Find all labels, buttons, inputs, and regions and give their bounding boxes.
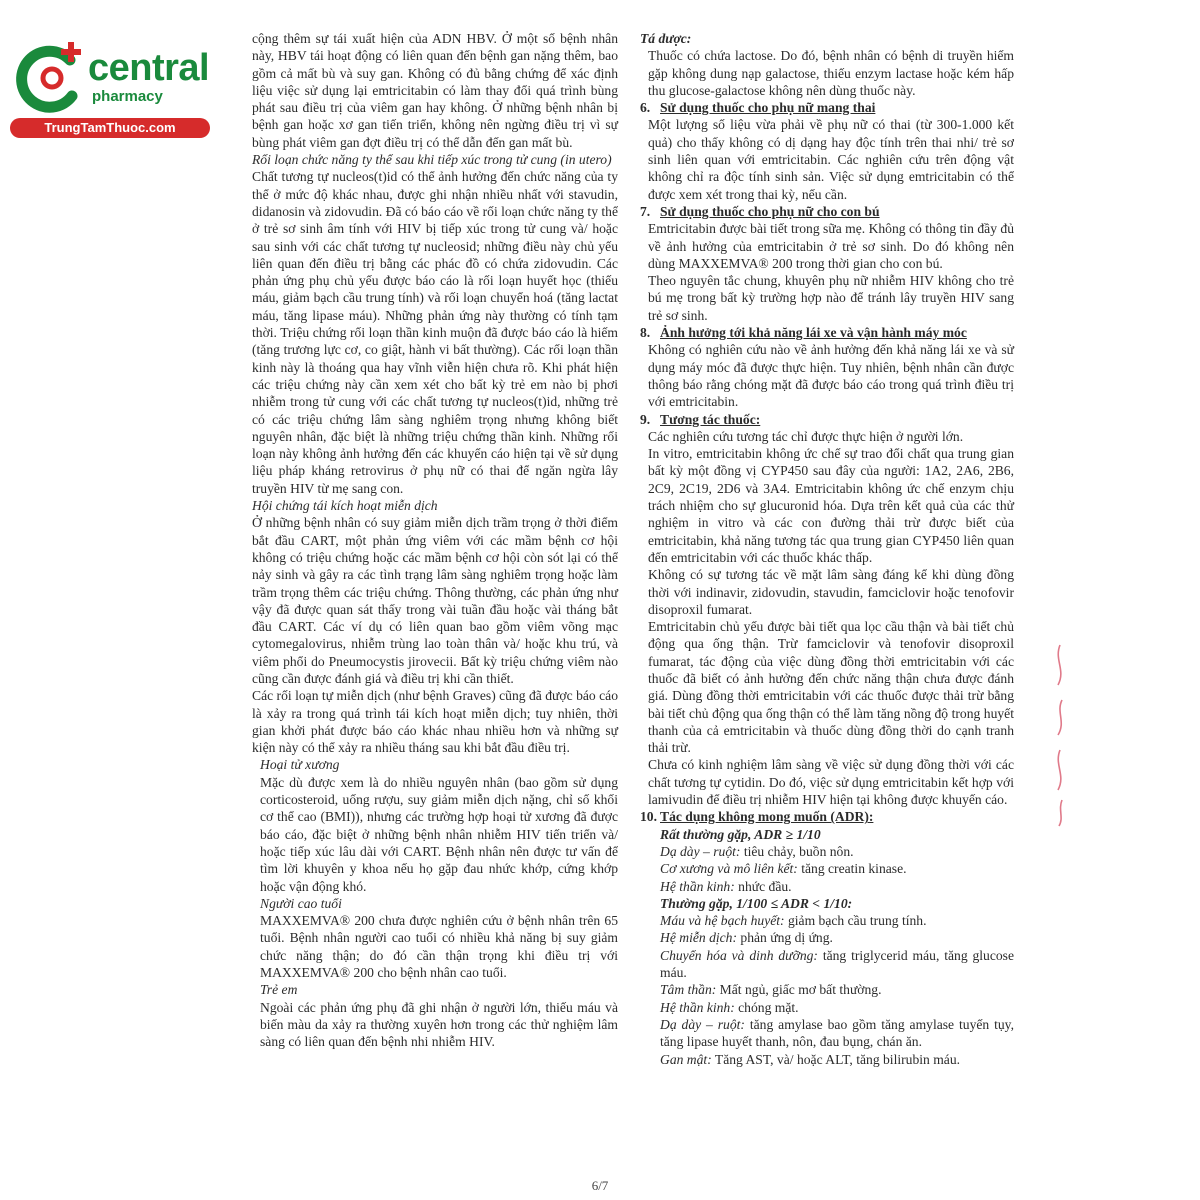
- adr-item: [640, 912, 1014, 929]
- section-number: 8.: [640, 325, 651, 341]
- section-title: Ảnh hưởng tới khả năng lái xe và vận hành máy móc: [660, 325, 967, 341]
- paragraph: Một lượng số liệu vừa phải về phụ nữ có thai (từ 300-1.000 kết quả) cho thấy không có dị dạng hay độc tính trên thai nhi/ trẻ sơ sinh liên quan với emtricitabin. Các nghiên cứu trên động vật không chỉ ra độc tính sinh sản. Việc sử dụng emtricitabin có thể được xem xét trong thai kỳ, nếu cần.: [648, 117, 1014, 202]
- subsection-title: Hoại tử xương: [260, 757, 340, 773]
- section-title: Tác dụng không mong muốn (ADR):: [660, 809, 874, 825]
- logo-brand: central: [88, 47, 210, 89]
- paragraph: Các rối loạn tự miễn dịch (như bệnh Graves) cũng đã được báo cáo là xảy ra trong quá trình tái kích hoạt miễn dịch; tuy nhiên, thời gian khởi phát được báo cáo khác nhau nhiều hơn và những sự kiện này có thể xảy ra nhiều tháng sau khi bắt đầu điều trị.: [252, 688, 618, 756]
- adr-effects: tăng amylase bao gồm tăng amylase tuyến tụy, tăng lipase huyết thanh, nôn, đau bụng, chán ăn.: [660, 1016, 1014, 1050]
- adr-organ: Cơ xương và mô liên kết:: [660, 861, 798, 877]
- adr-item: [640, 843, 1014, 860]
- subsection-title: Hội chứng tái kích hoạt miễn dịch: [252, 498, 438, 514]
- paragraph: Ngoài các phản ứng phụ đã ghi nhận ở người lớn, thiếu máu và biến màu da xảy ra thường xuyên hơn trong các thử nghiệm lâm sàng có liên quan đến bệnh nhi nhiễm HIV.: [260, 999, 618, 1050]
- adr-effects: chóng mặt.: [734, 999, 799, 1015]
- paragraph: Theo nguyên tắc chung, khuyên phụ nữ nhiễm HIV không cho trẻ bú mẹ trong bất kỳ trường hợp nào để tránh lây truyền HIV sang trẻ sơ sinh.: [648, 273, 1014, 323]
- adr-item: [640, 1051, 1014, 1068]
- paragraph: Mặc dù được xem là do nhiều nguyên nhân (bao gồm sử dụng corticosteroid, uống rượu, suy giảm miễn dịch nặng, chỉ số khối cơ thể cao (BMI)), nhưng các trường hợp hoại tử xương đã được báo cáo, đặc biệt ở những bệnh nhân nhiễm HIV tiến triển và/ hoặc tiếp xúc lâu dài với CART. Bệnh nhân nên được tư vấn để tìm lời khuyên y khoa nếu họ gặp đau nhức khớp, cứng khớp hoặc vận động khó.: [260, 774, 618, 894]
- adr-item: [640, 999, 1014, 1016]
- paragraph: MAXXEMVA® 200 chưa được nghiên cứu ở bệnh nhân trên 65 tuổi. Bệnh nhân người cao tuổi có nhiều khả năng bị suy giảm chức năng thận; do đó cần thận trọng khi điều trị với MAXXEMVA® 200 cho bệnh nhân cao tuổi.: [260, 913, 618, 981]
- adr-organ: Dạ dày – ruột:: [660, 1016, 745, 1032]
- paragraph: In vitro, emtricitabin không ức chế sự trao đổi chất qua trung gian bất kỳ một đồng vị CYP450 sau đây của người: 1A2, 2A6, 2B6, 2C9, 2C19, 2D6 và 3A4. Emtricitabin không ức chế enzym chịu trách nhiệm cho sự glucuronid hóa. Dựa trên kết quả của các thử nghiệm in vitro và các con đường thải trừ được biết của emtricitabin, khả năng tương tác qua trung gian CYP450 liên quan đến emtricitabin với các thuốc khác thấp.: [648, 446, 1014, 565]
- adr-item: [640, 929, 1014, 946]
- section-heading: [640, 411, 1014, 428]
- subsection-title: Người cao tuổi: [260, 895, 342, 911]
- adr-organ: Gan mật:: [660, 1051, 712, 1067]
- paragraph: Emtricitabin được bài tiết trong sữa mẹ. Không có thông tin đầy đủ về ảnh hưởng của emtricitabin ở trẻ sơ sinh. Do đó không nên dùng MAXXEMVA® 200 trong thời gian cho con bú.: [648, 221, 1014, 271]
- section-number: 9.: [640, 411, 651, 427]
- paragraph: Không có sự tương tác về mặt lâm sàng đáng kể khi dùng đồng thời với indinavir, zidovudin, stavudin, famciclovir hoặc tenofovir disoproxil fumarat.: [648, 567, 1014, 617]
- adr-organ: Hệ miễn dịch:: [660, 930, 738, 946]
- left-column: [252, 30, 618, 1051]
- adr-item: [640, 878, 1014, 895]
- logo-banner: TrungTamThuoc.com: [10, 118, 210, 138]
- section-number: 7.: [640, 203, 651, 219]
- frequency-heading: Rất thường gặp, ADR ≥ 1/10: [660, 826, 821, 842]
- margin-handwriting: [1040, 640, 1080, 830]
- section-heading: [640, 203, 1014, 220]
- adr-organ: Máu và hệ bạch huyết:: [660, 913, 785, 929]
- section-heading: [640, 324, 1014, 341]
- page-number: 6/7: [591, 1178, 609, 1193]
- adr-effects: nhức đầu.: [734, 878, 792, 894]
- section-number: 6.: [640, 100, 651, 116]
- adr-effects: phản ứng dị ứng.: [737, 930, 833, 946]
- adr-organ: Tâm thần:: [660, 982, 717, 998]
- adr-organ: Hệ thần kinh:: [660, 878, 735, 894]
- section-title: Sử dụng thuốc cho phụ nữ mang thai: [660, 100, 876, 116]
- adr-organ: Chuyển hóa và dinh dưỡng:: [660, 947, 818, 963]
- adr-effects: tiêu chảy, buồn nôn.: [740, 843, 854, 859]
- logo-c-plus-icon: [12, 38, 92, 118]
- adr-effects: tăng creatin kinase.: [797, 861, 907, 877]
- paragraph: Ở những bệnh nhân có suy giảm miễn dịch trầm trọng ở thời điểm bắt đầu CART, một phản ứng viêm với các mầm bệnh cơ hội không có triệu chứng hoặc các mầm bệnh cơ hội còn sót lại có thể nảy sinh và gây ra các tình trạng lâm sàng nghiêm trọng hoặc làm trầm trọng thêm các triệu chứng. Thông thường, các phản ứng như vậy đã được quan sát thấy trong vài tuần đầu hoặc vài tháng bắt đầu CART. Các ví dụ có liên quan bao gồm viêm võng mạc cytomegalovirus, nhiễm trùng lao toàn thân và/ hoặc khu trú, và viêm phổi do Pneumocystis jirovecii. Bất kỳ triệu chứng viêm nào cũng cần được đánh giá và điều trị khi cần thiết.: [252, 515, 618, 686]
- paragraph: cộng thêm sự tái xuất hiện của ADN HBV. Ở một số bệnh nhân này, HBV tái hoạt động có liên quan đến bệnh gan nặng thêm, bao gồm cả mất bù và suy gan. Không có đủ bằng chứng để xác định liệu việc sử dụng lại emtricitabin có làm thay đổi quá trình bùng phát sau điều trị của viêm gan hay không. Ở những bệnh nhân bị bệnh gan hoặc xơ gan tiến triển, không nên ngừng điều trị vì sự bùng phát viêm gan đợt điều trị có thể dẫn đến gan mất bù.: [252, 31, 618, 150]
- section-heading: [640, 808, 1014, 825]
- adr-item: [640, 981, 1014, 998]
- frequency-heading: Thường gặp, 1/100 ≤ ADR < 1/10:: [660, 895, 853, 911]
- logo-sub: pharmacy: [92, 88, 163, 105]
- subsection-title: Trẻ em: [260, 982, 298, 998]
- right-column: [640, 30, 1014, 1068]
- adr-organ: Dạ dày – ruột:: [660, 843, 741, 859]
- adr-item: [640, 1016, 1014, 1051]
- paragraph: Chất tương tự nucleos(t)id có thể ảnh hưởng đến chức năng của ty thể ở mức độ khác nhau, được ghi nhận nhiều nhất với stavudin, didanosin và zidovudin. Đã có báo cáo về rối loạn chức năng ty thể ở trẻ sơ sinh âm tính với HIV bị tiếp xúc trong tử cung và/ hoặc sau sinh với các chất tương tự nucleosid; những điều này chủ yếu liên quan đến điều trị bằng các phác đồ có chứa zidovudin. Các phản ứng phụ chủ yếu được báo cáo là rối loạn huyết học (thiếu máu, giảm bạch cầu trung tính) và rối loạn chuyển hoá (tăng lactat máu, tăng lipase máu). Những phản ứng này thường có tính tạm thời. Triệu chứng rối loạn thần kinh muộn đã được báo cáo là hiếm (tăng trương lực cơ, co giật, hành vi bất thường). Các rối loạn thần kinh này là thoáng qua hay vĩnh viễn hiện chưa rõ. Khi phát hiện các triệu chứng này cần xem xét cho bất kỳ trẻ em nào bị phơi nhiễm trong tử cung với các chất tương tự nucleos(t)id, những trẻ có các triệu chứng lâm sàng nghiêm trọng nhưng không biết nguyên nhân, đặc biệt là những triệu chứng thần kinh. Những rối loạn này không ảnh hưởng đến các khuyến cáo hiện tại về sử dụng liệu pháp kháng retrovirus ở phụ nữ có thai để ngăn ngừa lây truyền HIV từ mẹ sang con.: [252, 169, 618, 496]
- section-number: 10.: [640, 809, 657, 825]
- adr-item: [640, 860, 1014, 877]
- adr-effects: Tăng AST, và/ hoặc ALT, tăng bilirubin máu.: [711, 1051, 961, 1067]
- adr-effects: Mất ngủ, giấc mơ bất thường.: [716, 982, 882, 998]
- section-heading: [640, 99, 1014, 116]
- section-title: Tương tác thuốc:: [660, 411, 761, 427]
- paragraph: Chưa có kinh nghiệm lâm sàng về việc sử dụng đồng thời với các chất tương tự cytidin. Do đó, việc sử dụng emtricitabin kết hợp với lamivudin để điều trị nhiễm HIV hiện tại không được khuyến cáo.: [648, 757, 1014, 808]
- subsection-title: Rối loạn chức năng ty thể sau khi tiếp xúc trong tử cung (in utero): [252, 152, 612, 168]
- paragraph: Không có nghiên cứu nào về ảnh hưởng đến khả năng lái xe và sử dụng máy móc đã được thực hiện. Tuy nhiên, bệnh nhân cần được thông báo rằng chóng mặt đã được báo cáo trong quá trình điều trị với emtricitabin.: [648, 342, 1014, 410]
- adr-effects: giảm bạch cầu trung tính.: [784, 913, 927, 929]
- adr-item: [640, 947, 1014, 982]
- section-title: Sử dụng thuốc cho phụ nữ cho con bú: [660, 203, 880, 219]
- paragraph: Thuốc có chứa lactose. Do đó, bệnh nhân có bệnh di truyền hiếm gặp không dung nạp galactose, thiếu enzym lactase hoặc kém hấp thu glucose-galactose không nên dùng thuốc này.: [648, 48, 1014, 98]
- adr-effects: tăng triglycerid máu, tăng glucose máu.: [660, 947, 1015, 981]
- paragraph: Emtricitabin chủ yếu được bài tiết qua lọc cầu thận và bài tiết chủ động qua ống thận. Trừ famciclovir và tenofovir disoproxil fumarat, tác động của việc dùng đồng thời emtricitabin với các thuốc đã biết có ảnh hưởng đến chức năng thận chưa được đánh giá. Dùng đồng thời emtricitabin với các thuốc được thải trừ bằng bài tiết chủ động qua ống thận có thể làm tăng nồng độ trong huyết thanh của cả emtricitabin và thuốc dùng đồng thời do cạnh tranh thải trừ.: [648, 619, 1014, 756]
- paragraph: Các nghiên cứu tương tác chỉ được thực hiện ở người lớn.: [648, 428, 964, 444]
- subsection-title: Tá dược:: [640, 31, 692, 46]
- adr-organ: Hệ thần kinh:: [660, 999, 735, 1015]
